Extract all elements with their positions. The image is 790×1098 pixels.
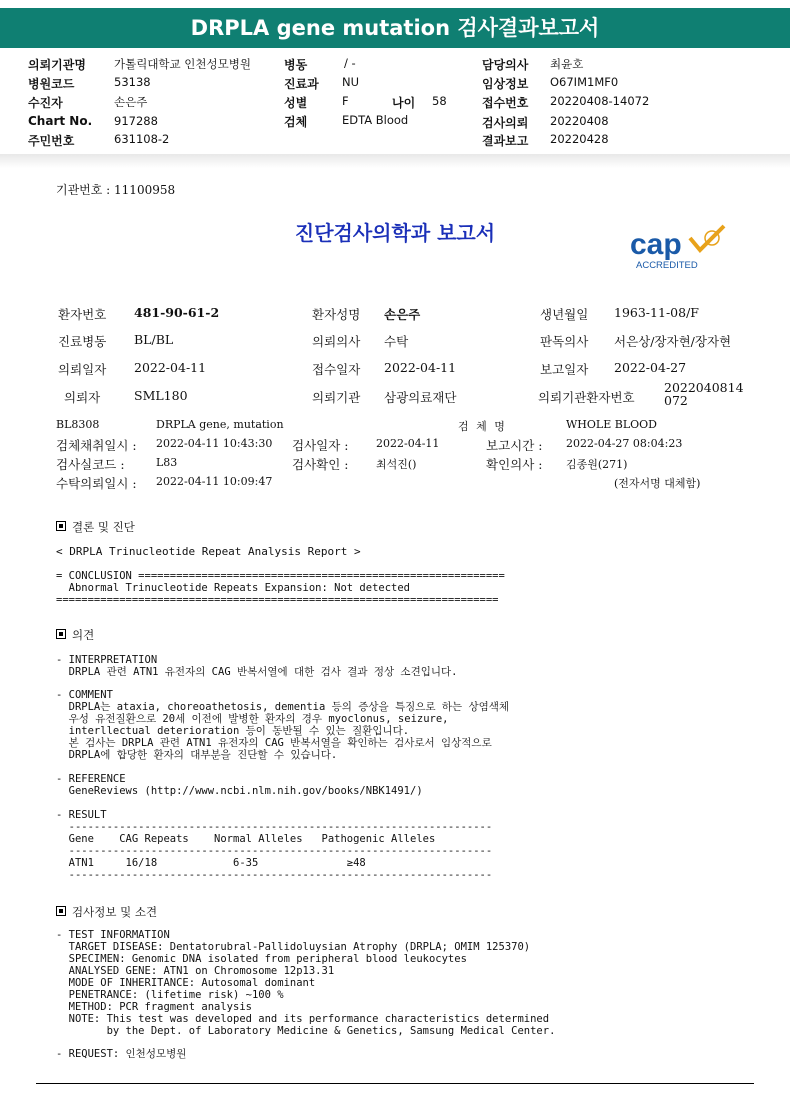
header-value: F — [342, 94, 349, 108]
patient-value: SML180 — [134, 388, 188, 403]
specimen-label: 검 체 명 — [458, 420, 507, 433]
confirm-value: 최석진() — [376, 458, 417, 471]
patient-value: 서은상/장자현/장자현 — [614, 334, 732, 349]
reporttime-label: 보고시간 : — [486, 438, 543, 453]
patient-value: 1963-11-08/F — [614, 305, 699, 320]
patient-label: 접수일자 — [312, 362, 361, 377]
patient-label: 판독의사 — [540, 334, 589, 349]
header-value: 가톨릭대학교 인천성모병원 — [114, 57, 251, 71]
comment-block: - COMMENT DRPLA는 ataxia, choreoathetosis, dementia 등의 증상을 특징으로 하는 상염색체 우성 유전질환으로 20세 이전에 발병한 환자의 경우 myoclonus, seizure, interllectual deterioration 등이 동반될 수 있는 질환입니다. 본 검사는 DRPLA 관련 ATN1 유전자의 CAG 반복서열을 확인하는 검사로서 임상적으로 DRPLA에 합당한 환자의 대부분을 진단할 수 있습니다. — [56, 689, 510, 761]
patient-label: 보고일자 — [540, 362, 589, 377]
header-label: 임상정보 — [482, 77, 529, 91]
request-line: - REQUEST: 인천성모병원 — [56, 1048, 187, 1060]
reference-block: - REFERENCE GeneReviews (http://www.ncbi.nlm.nih.gov/books/NBK1491/) — [56, 773, 423, 797]
request-label: 수탁의뢰일시 : — [56, 476, 137, 491]
patient-label: 의뢰기관 — [312, 390, 361, 405]
header-value: NU — [342, 75, 360, 89]
header-value: 53138 — [114, 75, 151, 89]
doctor-value: 김종원(271) — [566, 458, 628, 471]
header-label: 병동 — [284, 58, 308, 72]
collect-label: 검체채취일시 : — [56, 438, 137, 453]
test-name: DRPLA gene, mutation — [156, 418, 284, 431]
header-label: 검체 — [284, 115, 308, 129]
patient-value: 삼광의료재단 — [384, 390, 457, 405]
header-value: EDTA Blood — [342, 113, 409, 127]
patient-label: 생년월일 — [540, 307, 589, 322]
section-square-icon — [56, 521, 66, 531]
report-heading: < DRPLA Trinucleotide Repeat Analysis Report > — [56, 545, 361, 558]
testinfo-block: - TEST INFORMATION TARGET DISEASE: Dentatorubral-Pallidoluysian Atrophy (DRPLA; OMIM 125370) SPECIMEN: Genomic DNA isolated from peripheral blood leukocytes ANALYSED GENE: ATN1 on Chromosome 12p13.31 MODE OF INHERITANCE: Autosomal dominant PENETRANCE: (lifetime risk) ~100 % METHOD: PCR fragment analysis NOTE: This test was developed and its performance characteristics determined by the Dept. of Laboratory Medicine & Genetics, Samsung Medical Center. — [56, 929, 556, 1037]
patient-value: 2022-04-11 — [134, 360, 207, 375]
cap-accredited-logo — [628, 224, 718, 272]
patient-value: 481-90-61-2 — [134, 305, 220, 320]
patient-value: 손은주 — [384, 307, 421, 322]
section-square-icon — [56, 906, 66, 916]
conclusion-block: = CONCLUSION ========================================================== Abnormal Trinucleotide Repeats Expansion: Not detected ====================================================================== — [56, 570, 505, 606]
header-value: 917288 — [114, 114, 158, 128]
section-square-icon — [56, 629, 66, 639]
header-value: 손은주 — [114, 95, 148, 109]
patient-label: 의뢰의사 — [312, 334, 361, 349]
header-label: 병원코드 — [28, 77, 75, 91]
header-label: 접수번호 — [482, 96, 529, 110]
header-value: 최윤호 — [550, 57, 584, 71]
collect-value: 2022-04-11 10:43:30 — [156, 437, 273, 450]
interpretation-block: - INTERPRETATION DRPLA 관련 ATN1 유전자의 CAG 반복서열에 대한 검사 결과 정상 소견입니다. — [56, 654, 458, 678]
header-label: 수진자 — [28, 96, 63, 110]
test-code: BL8308 — [56, 418, 100, 431]
patient-label: 의뢰자 — [64, 390, 101, 405]
testdate-label: 검사일자 : — [292, 438, 349, 453]
section-conclusion-heading: 결론 및 진단 — [56, 519, 135, 535]
room-label: 검사실코드 : — [56, 457, 125, 472]
section-testinfo-heading: 검사정보 및 소견 — [56, 904, 157, 920]
header-value: O67IM1MF0 — [550, 75, 619, 89]
patient-label: 환자성명 — [312, 307, 361, 322]
specimen-value: WHOLE BLOOD — [566, 418, 657, 431]
cap-logo-sub: ACCREDITED — [636, 260, 698, 271]
esign-note: (전자서명 대체함) — [614, 477, 701, 490]
header-value: 20220408 — [550, 114, 609, 128]
patient-label: 환자번호 — [58, 307, 107, 322]
header-label: 성별 — [284, 96, 308, 110]
patient-value: 2022040814072 — [664, 380, 744, 408]
header-label: 담당의사 — [482, 58, 529, 72]
header-value: 631108-2 — [114, 132, 170, 146]
header-value: 58 — [432, 94, 447, 108]
header-label: 의뢰기관명 — [28, 58, 86, 72]
header-label: 검사의뢰 — [482, 116, 529, 130]
reporttime-value: 2022-04-27 08:04:23 — [566, 437, 683, 450]
patient-value: 2022-04-11 — [384, 360, 457, 375]
patient-value: 수탁 — [384, 334, 409, 349]
footer-line — [36, 1083, 754, 1084]
patient-value: 2022-04-27 — [614, 360, 687, 375]
header-label: Chart No. — [28, 114, 93, 128]
section-opinion-heading: 의견 — [56, 627, 94, 643]
patient-label: 의뢰일자 — [58, 362, 107, 377]
room-value: L83 — [156, 456, 178, 469]
header-label: 주민번호 — [28, 134, 75, 148]
cap-logo-text: cap — [630, 228, 682, 261]
header-value: 20220428 — [550, 132, 609, 146]
confirm-label: 검사확인 : — [292, 457, 349, 472]
header-separator — [0, 154, 790, 168]
institution-number: 기관번호 : 11100958 — [56, 183, 176, 197]
header-value: / - — [344, 56, 356, 70]
patient-label: 진료병동 — [58, 334, 107, 349]
testdate-value: 2022-04-11 — [376, 437, 440, 450]
header-label: 결과보고 — [482, 134, 529, 148]
header-label: 진료과 — [284, 77, 319, 91]
header-label: 나이 — [392, 96, 416, 110]
patient-value: BL/BL — [134, 332, 174, 347]
header-value: 20220408-14072 — [550, 94, 650, 108]
report-title-bar: DRPLA gene mutation 검사결과보고서 — [0, 8, 790, 48]
patient-label: 의뢰기관환자번호 — [538, 390, 635, 405]
result-block: - RESULT ------------------------------------------------------------------- Gene CAG Repeats Normal Alleles Pathogenic Alleles ------------------------------------------------------------------- ATN1 16/18 6-35 ≥48 ------------------------------------------------------------------- — [56, 809, 493, 881]
header-info — [0, 52, 790, 152]
doctor-label: 확인의사 : — [486, 457, 543, 472]
report-title: 진단검사의학과 보고서 — [294, 221, 496, 245]
request-value: 2022-04-11 10:09:47 — [156, 475, 273, 488]
